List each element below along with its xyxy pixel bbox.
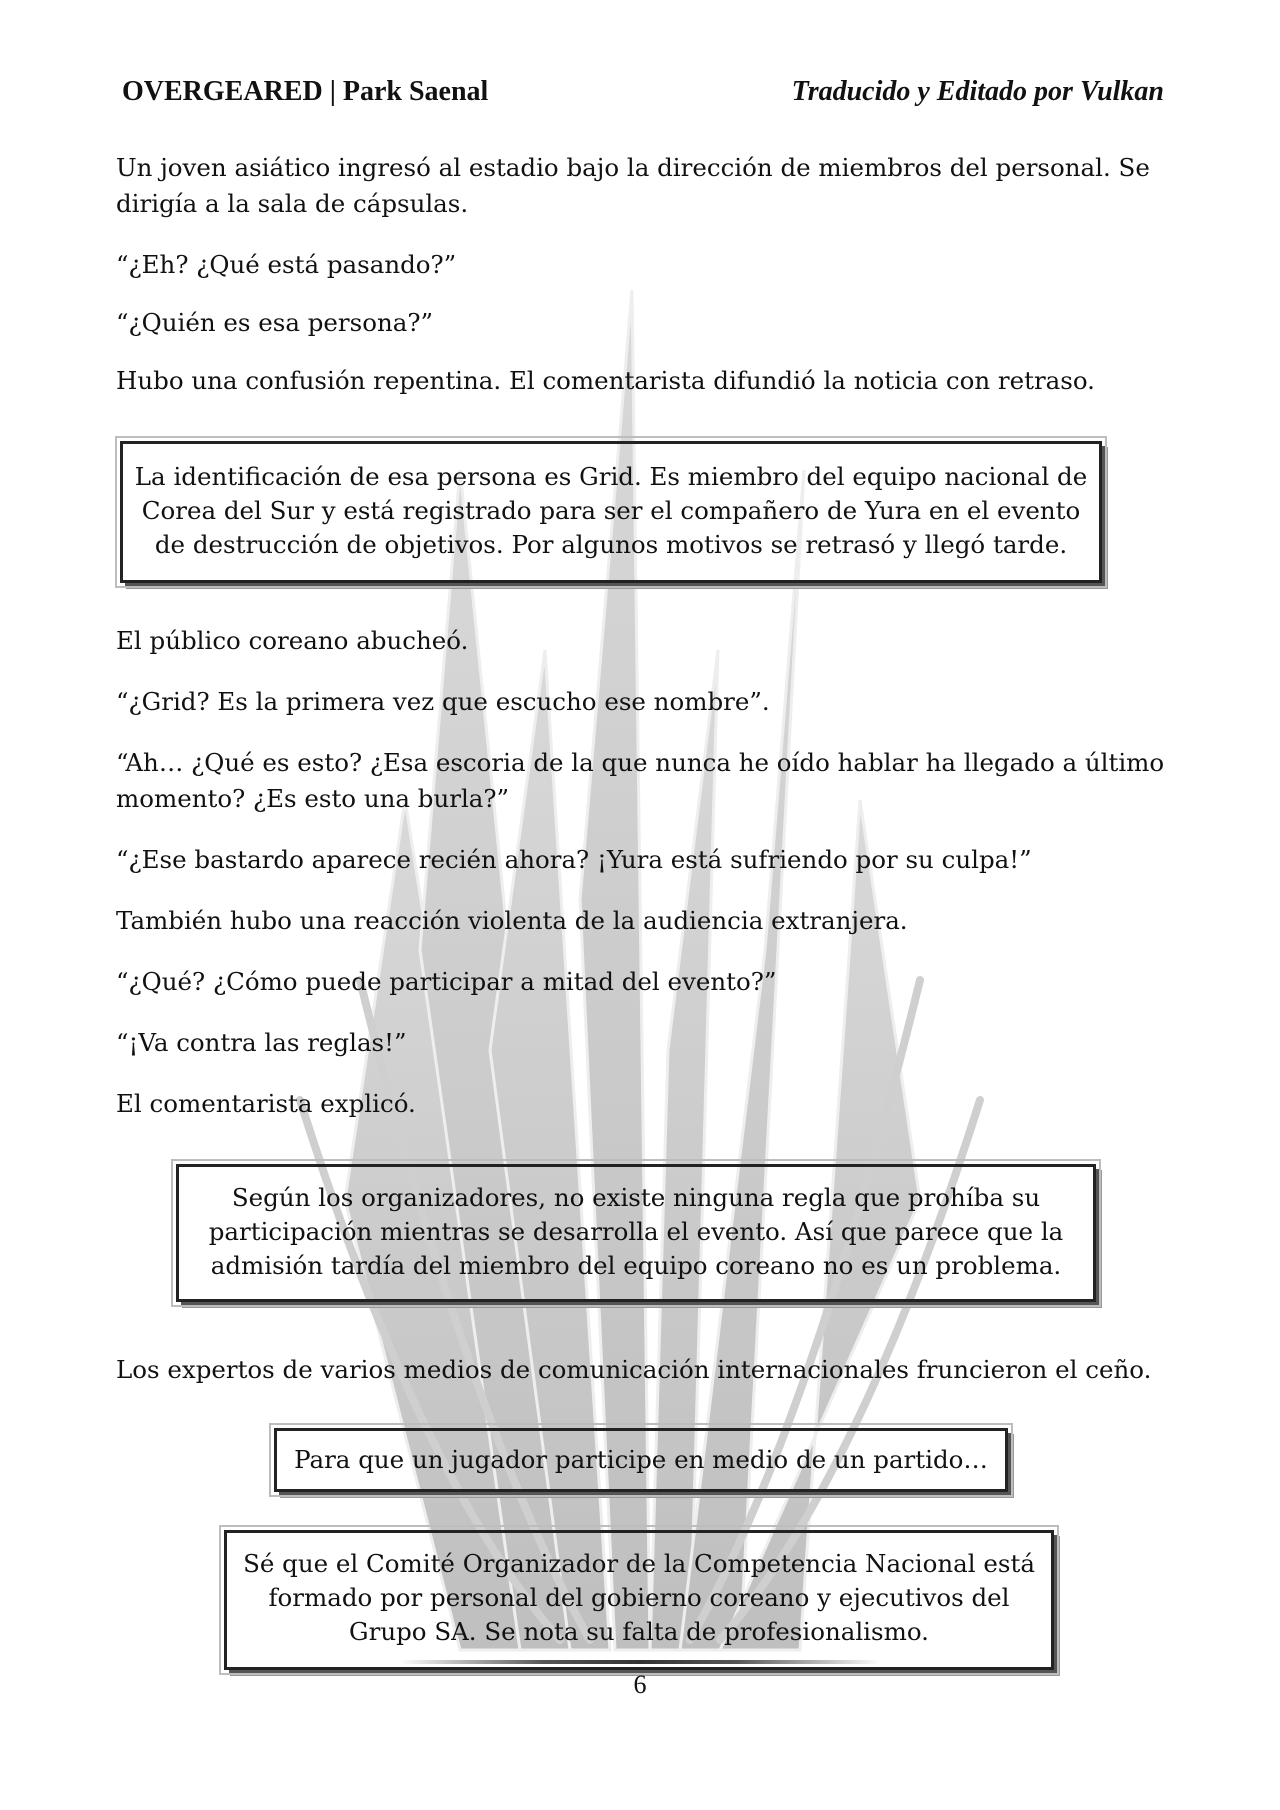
header-title: OVERGEARED | Park Saenal: [122, 76, 489, 107]
chapter-text: [116, 150, 1166, 1670]
dialogue-line: “Ah… ¿Qué es esto? ¿Esa escoria de la que nunca he oído hablar ha llegado a último momento? ¿Es esto una burla?”: [116, 748, 1165, 813]
paragraph: Un joven asiático ingresó al estadio bajo la dirección de miembros del personal. Se dirigía a la sala de cápsulas.: [116, 153, 1150, 218]
dialogue-line: “¿Qué? ¿Cómo puede participar a mitad del evento?”: [116, 967, 777, 996]
announcement-box: La identificación de esa persona es Grid. Es miembro del equipo nacional de Corea del Sur y está registrado para ser el compañero de Yura en el evento de destrucción de objetivos. Por algunos motivos se retrasó y llegó tarde.: [120, 441, 1102, 583]
dialogue-line: “¿Eh? ¿Qué está pasando?”: [116, 250, 457, 279]
announcement-box: Según los organizadores, no existe ninguna regla que prohíba su participación mientras se desarrolla el evento. Así que parece que la admisión tardía del miembro del equipo coreano no es un problema.: [176, 1164, 1096, 1302]
paragraph: El comentarista explicó.: [116, 1089, 416, 1118]
dialogue-line: “¿Quién es esa persona?”: [116, 308, 434, 337]
paragraph: También hubo una reacción violenta de la audiencia extranjera.: [116, 906, 908, 935]
footer-divider: [400, 1660, 880, 1664]
page-number: 6: [633, 1670, 647, 1699]
page-header: [122, 76, 1164, 108]
announcement-box: Para que un jugador participe en medio de un partido…: [274, 1428, 1008, 1492]
announcement-box: Sé que el Comité Organizador de la Competencia Nacional está formado por personal del gobierno coreano y ejecutivos del Grupo SA. Se nota su falta de profesionalismo.: [224, 1530, 1054, 1670]
paragraph: Hubo una confusión repentina. El comentarista difundió la noticia con retraso.: [116, 366, 1095, 395]
page-footer: [400, 1660, 880, 1700]
paragraph: Los expertos de varios medios de comunicación internacionales fruncieron el ceño.: [116, 1355, 1152, 1384]
dialogue-line: “¿Grid? Es la primera vez que escucho ese nombre”.: [116, 687, 770, 716]
dialogue-line: “¡Va contra las reglas!”: [116, 1028, 407, 1057]
dialogue-line: “¿Ese bastardo aparece recién ahora? ¡Yura está sufriendo por su culpa!”: [116, 845, 1032, 874]
paragraph: El público coreano abucheó.: [116, 626, 469, 655]
header-credit: Traducido y Editado por Vulkan: [791, 76, 1164, 107]
